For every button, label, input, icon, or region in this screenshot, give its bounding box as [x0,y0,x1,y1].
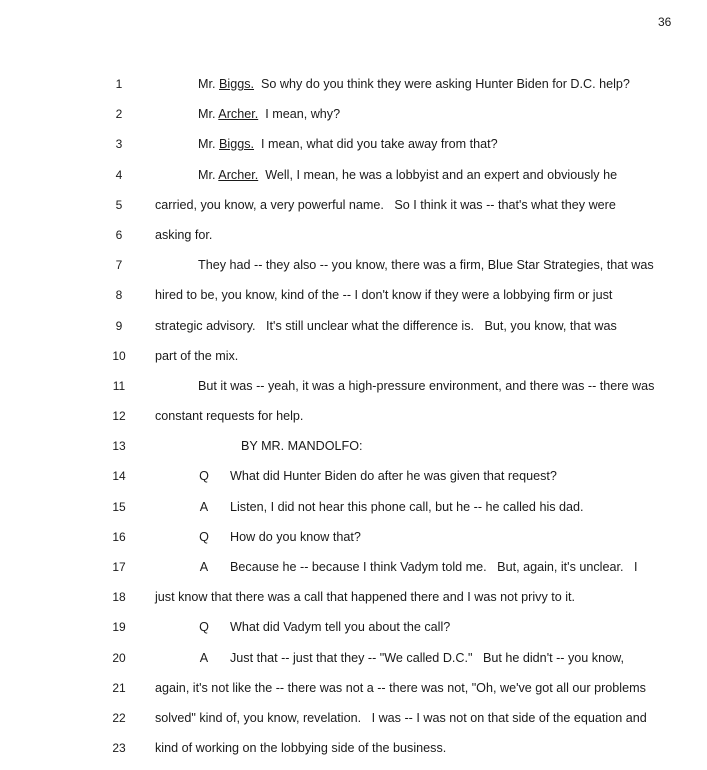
speaker-statement [198,76,630,92]
transcript-line [0,76,707,106]
line-number: 8 [115,288,123,303]
transcript-line [0,559,707,589]
transcript-line [0,167,707,197]
answer-marker: A [199,560,209,574]
transcript-text: constant requests for help. [155,409,304,424]
line-number: 1 [115,77,123,91]
page-number: 36 [658,15,672,29]
statement-text: So why do you think they were asking Hunter Biden for D.C. help? [254,77,630,91]
line-number: 21 [112,680,126,695]
transcript-text: They had -- they also -- you know, there was a firm, Blue Star Strategies, that was [198,258,654,273]
line-number: 20 [112,650,126,665]
transcript-line [0,710,707,740]
transcript-line [0,619,707,649]
transcript-text: strategic advisory. It's still unclear what the difference is. But, you know, that was [155,318,617,333]
examiner-heading: BY MR. MANDOLFO: [241,439,363,454]
transcript-text: But it was -- yeah, it was a high-pressure environment, and there was -- there was [198,378,655,393]
line-number: 23 [112,741,126,756]
line-number: 5 [115,197,123,212]
transcript-line [0,348,707,378]
transcript-line [0,529,707,559]
speaker-name: Biggs. [219,137,255,152]
transcript-text: part of the mix. [155,348,239,363]
answer-text: Because he -- because I think Vadym told me. But, again, it's unclear. I [230,560,638,574]
transcript-text: carried, you know, a very powerful name. So I think it was -- that's what they were [155,197,616,212]
transcript-line [0,257,707,287]
line-number: 13 [112,439,126,454]
speaker-statement [198,167,617,183]
line-number: 10 [112,348,126,363]
line-number: 12 [112,409,126,424]
speaker-statement [198,106,340,122]
answer-marker: A [199,499,209,514]
question-text: What did Vadym tell you about the call? [230,620,451,635]
question-marker: Q [199,620,209,635]
transcript-line [0,438,707,468]
transcript-body [0,76,707,770]
transcript-text: just know that there was a call that happened there and I was not privy to it. [155,590,576,605]
speaker-name: Archer. [218,107,259,122]
transcript-line [0,408,707,438]
speaker-prefix: Mr. [198,167,219,182]
line-number: 15 [112,499,126,514]
answer-marker: A [199,650,209,665]
transcript-line [0,106,707,136]
line-number: 16 [112,529,126,544]
transcript-line [0,318,707,348]
answer-text: Listen, I did not hear this phone call, but he -- he called his dad. [230,499,584,514]
transcript-line [0,136,707,166]
transcript-line [0,227,707,257]
speaker-statement [198,136,498,152]
statement-text: I mean, what did you take away from that? [254,137,498,152]
question-text: How do you know that? [230,529,361,544]
statement-text: Well, I mean, he was a lobbyist and an expert and obviously he [258,167,618,182]
line-number: 18 [112,590,126,605]
line-number: 9 [115,318,123,333]
line-number: 3 [115,137,123,152]
line-number: 17 [112,560,126,574]
transcript-text: asking for. [155,227,213,242]
line-number: 4 [115,167,123,182]
question-marker: Q [199,469,209,484]
question-marker: Q [199,529,209,544]
transcript-line [0,499,707,529]
statement-text: I mean, why? [258,107,341,122]
transcript-line [0,650,707,680]
answer-text: Just that -- just that they -- "We called D.C." But he didn't -- you know, [230,650,624,665]
transcript-line [0,680,707,710]
transcript-line [0,468,707,498]
transcript-text: solved" kind of, you know, revelation. I was -- I was not on that side of the equation and [155,710,647,725]
speaker-name: Biggs. [219,77,255,91]
speaker-prefix: Mr. [198,77,219,91]
line-number: 6 [115,227,123,242]
line-number: 11 [112,378,126,393]
transcript-text: again, it's not like the -- there was not a -- there was not, "Oh, we've got all our problems [155,680,646,695]
transcript-text: hired to be, you know, kind of the -- I don't know if they were a lobbying firm or just [155,288,613,303]
speaker-name: Archer. [218,167,259,182]
line-number: 14 [112,469,126,484]
line-number: 19 [112,620,126,635]
transcript-line [0,287,707,317]
transcript-line [0,589,707,619]
speaker-prefix: Mr. [198,137,219,152]
transcript-line [0,197,707,227]
line-number: 2 [115,107,123,122]
line-number: 22 [112,710,126,725]
transcript-line [0,740,707,770]
line-number: 7 [115,258,123,273]
question-text: What did Hunter Biden do after he was given that request? [230,469,557,484]
speaker-prefix: Mr. [198,107,219,122]
transcript-text: kind of working on the lobbying side of the business. [155,741,447,756]
transcript-line [0,378,707,408]
